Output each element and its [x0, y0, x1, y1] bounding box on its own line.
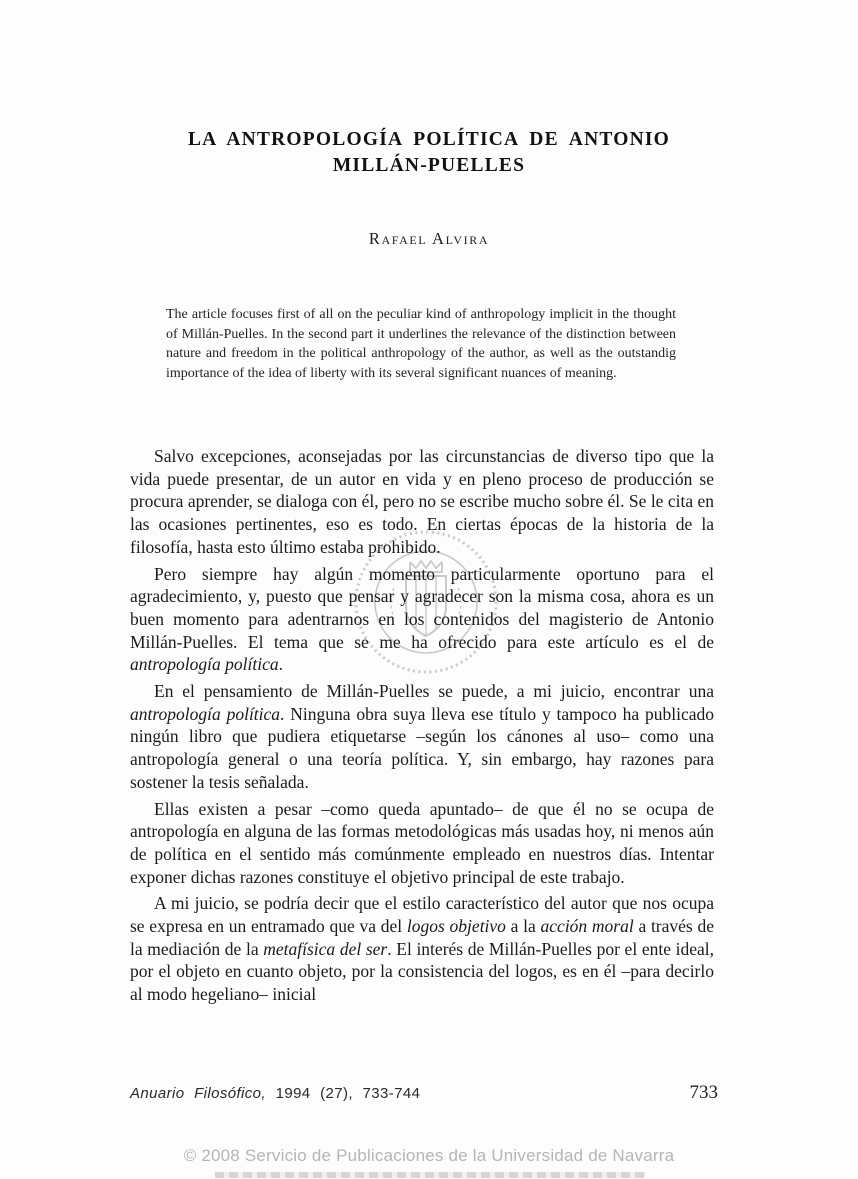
text-run: . Ninguna obra suya lleva ese título y tampoco ha publicado ningún libro que pudiera etiquetarse –según los cánones al uso– como una antropología general o una teoría política. Y, sin embargo, hay razones para sostener la tesis señalada. [130, 703, 714, 792]
article-title-line-1: LA ANTROPOLOGÍA POLÍTICA DE ANTONIO [187, 129, 671, 150]
text-run: a través de la mediación de la [130, 916, 714, 959]
page-content [0, 127, 858, 1006]
text-run: . El interés de Millán-Puelles por el ente ideal, por el objeto en cuanto objeto, por la consistencia del logos, es en él –para decirlo al modo hegeliano– inicial [130, 938, 714, 1005]
italic-run: logos objetivo [406, 916, 506, 937]
text-run: A mi juicio, se podría decir que el estilo característico del autor que nos ocupa se expresa en un entramado que va del [130, 893, 714, 937]
italic-run: acción moral [540, 916, 634, 937]
page-number: 733 [689, 1082, 718, 1103]
article-title [119, 127, 739, 179]
text-run: Ellas existen a pesar –como queda apuntado– de que él no se ocupa de antropología en alguna de las formas metodológicas más usadas hoy, ni menos aún de política en el sentido más comúnmente empleado en nuestros días. Intentar exponer dichas razones constituye el objetivo principal de este trabajo. [130, 798, 714, 887]
text-run: a la [505, 916, 541, 937]
body-paragraph [130, 680, 714, 794]
journal-issue: 1994 (27), 733-744 [275, 1085, 421, 1102]
text-run: Salvo excepciones, aconsejadas por las circunstancias de diverso tipo que la vida puede presentar, de un autor en vida y en pleno proceso de producción se procura aprender, se dialoga con él, pero no se escribe mucho sobre él. Se le cita en las ocasiones pertinentes, eso es todo. En ciertas épocas de la historia de la filosofía, hasta esto último estaba prohibido. [130, 446, 714, 557]
cutoff-watermark-line [215, 1172, 645, 1178]
author-name: Rafael Alvira [368, 229, 490, 248]
body-paragraph [130, 563, 714, 677]
italic-run: metafísica del ser [263, 938, 388, 959]
text-run: En el pensamiento de Millán-Puelles se puede, a mi juicio, encontrar una [154, 681, 714, 702]
footer [130, 1082, 718, 1104]
article-body [130, 445, 714, 1006]
body-paragraph [130, 798, 714, 889]
body-paragraph [130, 892, 714, 1006]
abstract-text: The article focuses first of all on the peculiar kind of anthropology implicit in the thought of Millán-Puelles. In the second part it underlines the relevance of the distinction between nature and freedom in the political anthropology of the author, as well as the outstandig importance of the idea of liberty with its several significant nuances of meaning. [166, 307, 676, 381]
journal-name: Anuario Filosófico, [130, 1085, 266, 1102]
journal-citation [130, 1085, 420, 1102]
article-title-line-2: MILLÁN-PUELLES [332, 155, 526, 176]
italic-run: antropología política [130, 654, 279, 675]
text-run: Pero siempre hay algún momento particularmente oportuno para el agradecimiento, y, puesto que pensar y agradecer son la misma cosa, ahora es un buen momento para adentrarnos en los contenidos del magisterio de Antonio Millán-Puelles. El tema que se me ha ofrecido para este artículo es el de [130, 563, 714, 652]
italic-run: antropología política [130, 703, 281, 724]
copyright-watermark: © 2008 Servicio de Publicaciones de la Universidad de Navarra [183, 1146, 675, 1165]
body-paragraph [130, 445, 714, 559]
text-run: . [278, 654, 283, 675]
